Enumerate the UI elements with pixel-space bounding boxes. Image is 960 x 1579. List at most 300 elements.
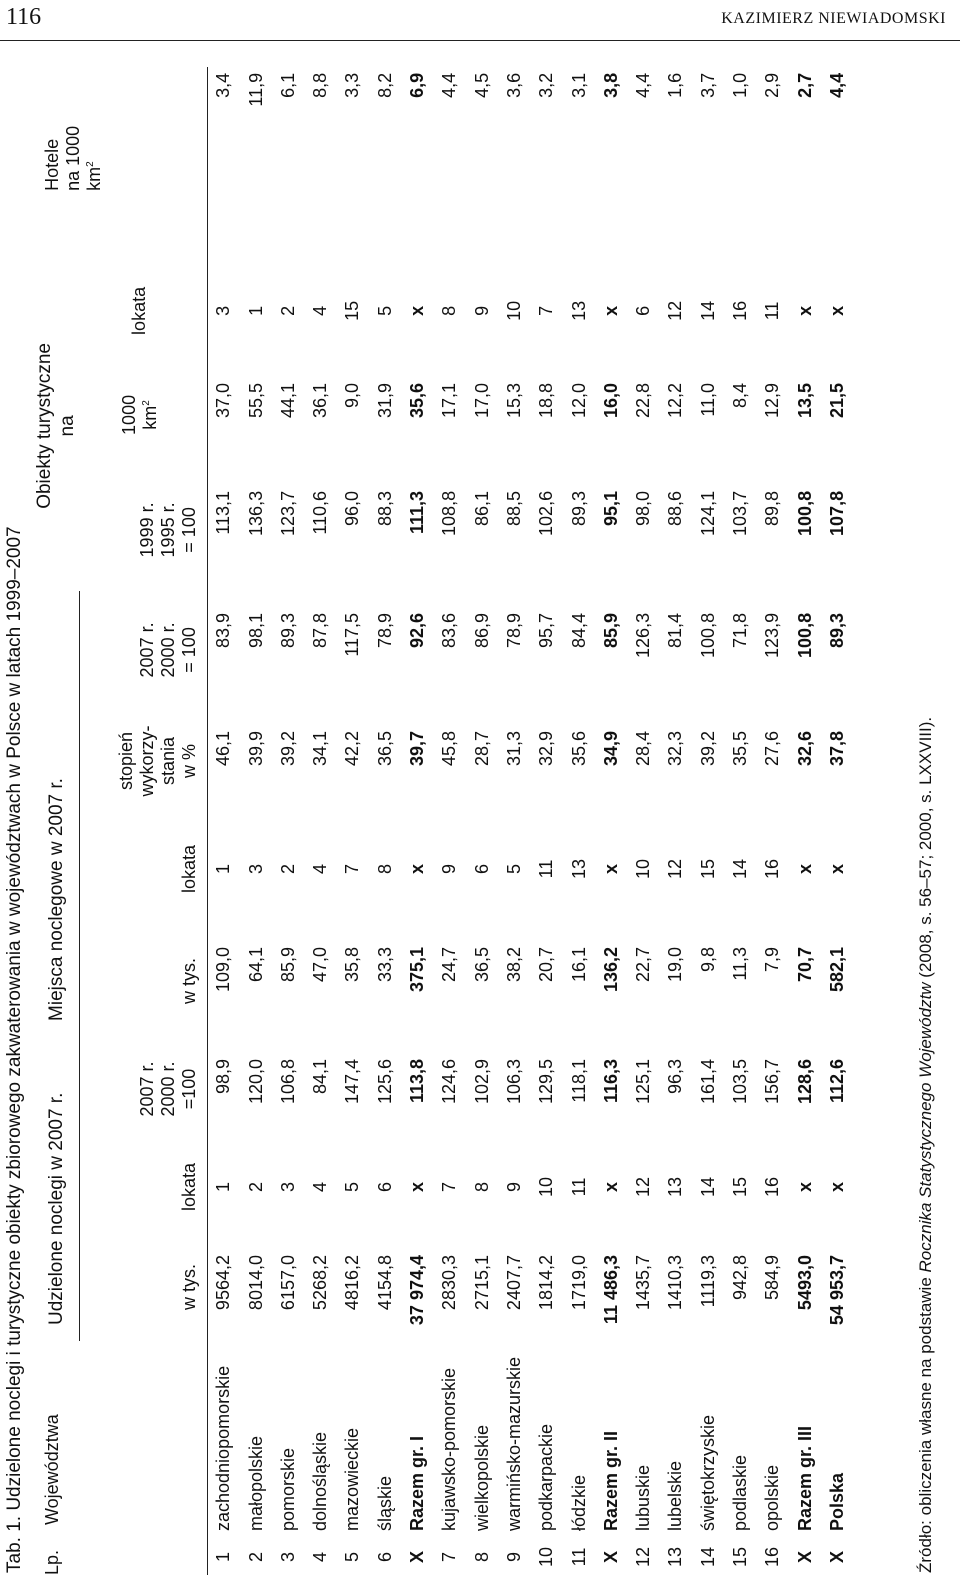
cell-obj-1000: 22,8	[633, 382, 654, 418]
cell-mie-wtys: 64,1	[245, 946, 266, 983]
cell-mie-idx: 126,3	[633, 612, 654, 658]
cell-noc-wtys: 37 974,4	[407, 1255, 428, 1326]
cell-noc-idx: 116,3	[600, 1058, 621, 1104]
cell-noc-idx: 118,1	[568, 1058, 589, 1103]
group-header-row	[34, 67, 80, 1575]
cell-mie-idx: 100,8	[794, 612, 815, 658]
cell-noc-idx: 120,0	[245, 1058, 266, 1105]
cell-noc-lokata: x	[826, 1182, 847, 1193]
table-row	[498, 67, 530, 1575]
cell-noc-lokata: 5	[342, 1182, 363, 1193]
cell-hotele: 4,4	[439, 72, 460, 98]
cell-lp: 6	[374, 1552, 395, 1563]
cell-mie-wtys: 35,8	[342, 946, 363, 983]
cell-mie-lokata: 7	[342, 863, 363, 874]
cell-mie-lokata: 13	[568, 858, 589, 879]
cell-hotele: 3,7	[697, 72, 718, 98]
cell-hotele: 4,5	[471, 72, 492, 98]
cell-mie-lokata: 11	[536, 859, 557, 879]
cell-obj-idx: 96,0	[342, 490, 363, 526]
cell-obj-idx: 100,8	[794, 490, 815, 536]
cell-noc-idx: 125,6	[374, 1058, 395, 1105]
cell-lp: X	[826, 1551, 847, 1564]
cell-mie-wtys: 70,7	[794, 946, 815, 983]
cell-mie-idx: 87,8	[310, 612, 331, 648]
cell-mie-lokata: 4	[310, 863, 331, 874]
cell-obj-idx: 113,1	[213, 490, 234, 535]
header-hotele: Hotele na 1000 $km^2$	[41, 125, 105, 191]
cell-stopien: 27,6	[762, 730, 783, 767]
table-row	[272, 67, 304, 1575]
table-row	[660, 67, 692, 1575]
cell-lp: 8	[471, 1552, 492, 1563]
cell-obj-1000: 12,2	[665, 382, 686, 418]
cell-mie-idx: 89,3	[277, 612, 298, 648]
cell-stopien: 46,1	[213, 730, 234, 767]
cell-noc-wtys: 54 953,7	[826, 1255, 847, 1326]
cell-mie-wtys: 375,1	[407, 946, 428, 993]
cell-mie-idx: 78,9	[374, 612, 395, 648]
cell-obj-lokata: x	[826, 305, 847, 316]
cell-lp: 11	[568, 1547, 589, 1567]
cell-mie-idx: 100,8	[697, 612, 718, 658]
header-obj-1000: 1000 $km^2$	[118, 394, 161, 435]
cell-lp: 5	[342, 1552, 363, 1563]
cell-name: świętokrzyskie	[697, 1414, 718, 1531]
cell-noc-lokata: 7	[439, 1182, 460, 1193]
cell-noc-lokata: 11	[568, 1177, 589, 1197]
cell-obj-1000: 37,0	[213, 382, 234, 418]
cell-obj-idx: 124,1	[697, 490, 718, 536]
cell-lp: 15	[729, 1546, 750, 1568]
cell-noc-idx: 128,6	[794, 1058, 815, 1105]
table-row	[757, 67, 789, 1575]
cell-mie-lokata: 2	[277, 863, 298, 874]
cell-hotele: 3,4	[213, 72, 234, 98]
cell-noc-lokata: 8	[471, 1182, 492, 1193]
table-row	[627, 67, 659, 1575]
cell-obj-idx: 88,5	[503, 490, 524, 526]
cell-hotele: 3,2	[536, 72, 557, 98]
table-row	[724, 67, 756, 1575]
cell-hotele: 3,1	[568, 72, 589, 98]
cell-mie-lokata: 10	[633, 858, 654, 879]
cell-hotele: 4,4	[633, 72, 654, 98]
cell-obj-idx: 111,3	[407, 490, 428, 534]
table-row	[692, 67, 724, 1575]
cell-noc-lokata: 2	[245, 1182, 266, 1193]
cell-mie-idx: 123,9	[762, 612, 783, 658]
cell-lp: 12	[633, 1546, 654, 1568]
cell-obj-lokata: 5	[374, 305, 395, 316]
header-obj-index: 1999 r. 1995 r. = 100	[136, 502, 200, 558]
cell-obj-idx: 123,7	[277, 490, 298, 536]
cell-obj-idx: 108,8	[439, 490, 460, 536]
cell-mie-lokata: 9	[439, 863, 460, 874]
cell-noc-wtys: 4154,8	[374, 1255, 395, 1311]
cell-noc-lokata: 9	[503, 1182, 524, 1193]
cell-mie-wtys: 9,8	[697, 946, 718, 972]
cell-obj-lokata: 16	[729, 300, 750, 321]
cell-obj-1000: 17,1	[439, 382, 460, 418]
cell-obj-idx: 107,8	[826, 490, 847, 536]
cell-mie-lokata: 1	[213, 863, 234, 874]
cell-name: Razem gr. II	[600, 1430, 621, 1531]
cell-noc-idx: 102,9	[471, 1058, 492, 1105]
cell-noc-wtys: 6157,0	[277, 1255, 298, 1311]
cell-noc-wtys: 1719,0	[568, 1255, 589, 1311]
cell-stopien: 35,5	[729, 730, 750, 767]
cell-mie-lokata: 6	[471, 863, 492, 874]
cell-stopien: 34,9	[600, 730, 621, 767]
cell-noc-wtys: 5268,2	[310, 1255, 331, 1311]
cell-mie-wtys: 33,3	[374, 946, 395, 983]
cell-obj-1000: 13,5	[794, 382, 815, 418]
cell-noc-wtys: 942,8	[729, 1255, 750, 1301]
cell-name: Polska	[826, 1472, 847, 1531]
cell-obj-lokata: x	[600, 305, 621, 316]
group-miejsca: Miejsca noclegowe w 2007 r.	[34, 591, 80, 1037]
cell-obj-1000: 8,4	[729, 382, 750, 408]
page-header	[0, 0, 960, 41]
cell-mie-idx: 71,8	[729, 612, 750, 648]
cell-mie-wtys: 36,5	[471, 946, 492, 983]
cell-obj-idx: 110,6	[310, 490, 331, 535]
cell-noc-wtys: 9564,2	[213, 1255, 234, 1311]
cell-name: podlaskie	[729, 1454, 750, 1531]
cell-obj-idx: 95,1	[600, 490, 621, 526]
cell-obj-lokata: x	[794, 305, 815, 316]
cell-obj-lokata: 14	[697, 300, 718, 321]
cell-obj-lokata: 2	[277, 305, 298, 316]
cell-noc-lokata: 6	[374, 1182, 395, 1193]
cell-obj-idx: 86,1	[471, 490, 492, 526]
table-row	[531, 67, 563, 1575]
cell-mie-lokata: 16	[762, 858, 783, 879]
cell-noc-idx: 112,6	[826, 1058, 847, 1104]
cell-hotele: 2,7	[794, 72, 815, 98]
table-row	[434, 67, 466, 1575]
cell-name: pomorskie	[277, 1447, 298, 1531]
cell-noc-idx: 161,4	[697, 1058, 718, 1105]
cell-noc-wtys: 2715,1	[471, 1255, 492, 1311]
cell-stopien: 36,5	[374, 730, 395, 767]
cell-noc-idx: 103,5	[729, 1058, 750, 1105]
cell-mie-wtys: 24,7	[439, 946, 460, 983]
cell-stopien: 42,2	[342, 730, 363, 767]
header-noc-lokata: lokata	[179, 1162, 200, 1212]
cell-obj-idx: 88,3	[374, 490, 395, 526]
header-mie-index: 2007 r. 2000 r. = 100	[136, 622, 200, 678]
table-row	[337, 67, 369, 1575]
cell-mie-wtys: 11,3	[729, 946, 750, 981]
header-lp: Lp.	[41, 1549, 62, 1575]
cell-obj-lokata: 15	[342, 300, 363, 321]
cell-lp: 7	[439, 1552, 460, 1563]
cell-mie-wtys: 22,7	[633, 946, 654, 983]
cell-mie-idx: 83,9	[213, 612, 234, 648]
cell-obj-idx: 89,3	[568, 490, 589, 526]
cell-stopien: 39,2	[277, 730, 298, 767]
cell-mie-wtys: 16,1	[568, 946, 589, 983]
cell-mie-idx: 95,7	[536, 612, 557, 648]
cell-hotele: 11,9	[245, 72, 266, 107]
cell-noc-idx: 129,5	[536, 1058, 557, 1105]
cell-noc-lokata: x	[407, 1182, 428, 1193]
cell-hotele: 6,9	[407, 72, 428, 98]
cell-noc-lokata: 13	[665, 1176, 686, 1198]
cell-lp: 2	[245, 1552, 266, 1563]
table-row	[369, 67, 401, 1575]
header-noc-index: 2007 r. 2000 r. =100	[136, 1061, 200, 1117]
cell-mie-lokata: 14	[729, 858, 750, 879]
cell-noc-wtys: 2407,7	[503, 1255, 524, 1311]
cell-stopien: 28,7	[471, 730, 492, 767]
cell-name: zachodniopomorskie	[213, 1365, 234, 1531]
cell-name: wielkopolskie	[471, 1424, 492, 1531]
cell-noc-lokata: 16	[762, 1176, 783, 1198]
cell-name: warmińsko-mazurskie	[503, 1356, 524, 1531]
header-wojewodztwa: Województwa	[41, 1414, 62, 1525]
cell-obj-lokata: 13	[568, 300, 589, 321]
cell-noc-wtys: 2830,3	[439, 1255, 460, 1311]
cell-mie-idx: 86,9	[471, 612, 492, 648]
cell-noc-lokata: x	[794, 1182, 815, 1193]
cell-noc-idx: 106,3	[503, 1058, 524, 1105]
table-body	[207, 67, 853, 1575]
cell-noc-wtys: 1814,2	[536, 1255, 557, 1311]
cell-noc-lokata: 14	[697, 1176, 718, 1198]
cell-hotele: 4,4	[826, 72, 847, 98]
cell-obj-idx: 98,0	[633, 490, 654, 526]
cell-noc-idx: 84,1	[310, 1058, 331, 1095]
cell-mie-idx: 92,6	[407, 612, 428, 648]
cell-obj-1000: 9,0	[342, 382, 363, 408]
cell-obj-idx: 136,3	[245, 490, 266, 536]
table-row-summary	[821, 67, 853, 1575]
table-title: Tab. 1. Udzielone noclegi i turystyczne obiekty zbiorowego zakwaterowania w województwach w Polsce w latach 1999–2007	[4, 526, 25, 1573]
cell-obj-lokata: 6	[633, 305, 654, 316]
cell-obj-lokata: 1	[245, 305, 266, 316]
cell-hotele: 1,0	[729, 72, 750, 98]
cell-obj-lokata: 12	[665, 300, 686, 321]
cell-obj-1000: 12,0	[568, 382, 589, 418]
cell-stopien: 31,3	[503, 730, 524, 767]
cell-name: Razem gr. I	[407, 1435, 428, 1531]
cell-noc-idx: 125,1	[633, 1058, 654, 1105]
cell-mie-wtys: 85,9	[277, 946, 298, 983]
cell-hotele: 2,9	[762, 72, 783, 98]
cell-noc-lokata: 10	[536, 1176, 557, 1198]
cell-stopien: 32,9	[536, 730, 557, 767]
cell-lp: 10	[536, 1546, 557, 1568]
cell-obj-lokata: 7	[536, 305, 557, 316]
header-obj-lokata: lokata	[129, 286, 150, 335]
header-mie-stopien: stopień wykorzy- stania w %	[115, 725, 200, 797]
cell-mie-idx: 81,4	[665, 612, 686, 648]
cell-obj-1000: 18,8	[536, 382, 557, 418]
cell-mie-wtys: 109,0	[213, 946, 234, 993]
cell-lp: 4	[310, 1552, 331, 1563]
cell-noc-idx: 106,8	[277, 1058, 298, 1105]
running-head: KAZIMIERZ NIEWIADOMSKI	[721, 10, 946, 27]
cell-lp: X	[407, 1551, 428, 1564]
cell-obj-1000: 17,0	[471, 382, 492, 418]
rotated-table-area	[0, 39, 960, 1579]
cell-noc-lokata: 1	[213, 1182, 234, 1193]
cell-name: podkarpackie	[536, 1423, 557, 1531]
cell-mie-lokata: 8	[374, 863, 395, 874]
cell-mie-wtys: 20,7	[536, 946, 557, 983]
cell-mie-idx: 117,5	[342, 612, 363, 657]
cell-hotele: 8,2	[374, 72, 395, 98]
cell-mie-lokata: x	[826, 863, 847, 874]
cell-mie-lokata: x	[794, 863, 815, 874]
cell-name: opolskie	[762, 1464, 783, 1531]
cell-obj-lokata: x	[407, 305, 428, 316]
cell-mie-lokata: 15	[697, 858, 718, 879]
cell-stopien: 45,8	[439, 730, 460, 767]
table-row-summary	[401, 67, 433, 1575]
cell-noc-lokata: 12	[633, 1176, 654, 1198]
page-number: 116	[6, 4, 42, 30]
data-table	[34, 67, 854, 1575]
cell-mie-lokata: x	[407, 863, 428, 874]
cell-noc-idx: 147,4	[342, 1058, 363, 1105]
cell-noc-wtys: 584,9	[762, 1255, 783, 1301]
cell-lp: 14	[697, 1546, 718, 1568]
cell-name: Razem gr. III	[794, 1425, 815, 1531]
cell-obj-1000: 44,1	[277, 382, 298, 418]
cell-lp: X	[794, 1551, 815, 1564]
cell-mie-wtys: 136,2	[600, 946, 621, 993]
cell-lp: 13	[665, 1546, 686, 1568]
cell-obj-idx: 103,7	[729, 490, 750, 536]
group-obiekty: Obiekty turystyczne na	[34, 343, 78, 509]
cell-obj-idx: 88,6	[665, 490, 686, 526]
cell-obj-lokata: 10	[503, 300, 524, 321]
cell-noc-idx: 113,8	[407, 1058, 428, 1104]
cell-noc-idx: 96,3	[665, 1058, 686, 1095]
cell-name: lubelskie	[665, 1460, 686, 1531]
header-mie-wtys: w tys.	[179, 957, 200, 1004]
cell-noc-idx: 124,6	[439, 1058, 460, 1105]
cell-obj-1000: 55,5	[245, 382, 266, 418]
cell-obj-1000: 11,0	[697, 382, 718, 417]
table-row	[240, 67, 272, 1575]
cell-name: łódzkie	[568, 1474, 589, 1531]
cell-name: mazowieckie	[342, 1427, 363, 1531]
cell-lp: 9	[503, 1552, 524, 1563]
cell-mie-idx: 85,9	[600, 612, 621, 648]
header-noc-wtys: w tys.	[179, 1264, 200, 1311]
cell-mie-wtys: 582,1	[826, 946, 847, 993]
group-noclegi: Udzielone noclegi w 2007 r.	[34, 1037, 80, 1341]
cell-mie-wtys: 47,0	[310, 946, 331, 983]
cell-noc-wtys: 1119,3	[697, 1255, 718, 1308]
cell-obj-lokata: 9	[471, 305, 492, 316]
cell-obj-1000: 16,0	[600, 382, 621, 418]
cell-noc-lokata: 3	[277, 1182, 298, 1193]
cell-obj-1000: 12,9	[762, 382, 783, 418]
cell-lp: 3	[277, 1552, 298, 1563]
cell-name: lubuskie	[633, 1464, 654, 1531]
cell-noc-lokata: x	[600, 1182, 621, 1193]
cell-hotele: 1,6	[665, 72, 686, 98]
cell-noc-wtys: 11 486,3	[600, 1255, 621, 1325]
cell-mie-idx: 83,6	[439, 612, 460, 648]
cell-stopien: 39,7	[407, 730, 428, 767]
cell-mie-idx: 84,4	[568, 612, 589, 648]
cell-stopien: 34,1	[310, 730, 331, 767]
cell-noc-wtys: 5493,0	[794, 1255, 815, 1311]
cell-mie-wtys: 38,2	[503, 946, 524, 983]
cell-obj-lokata: 11	[762, 301, 783, 321]
cell-hotele: 8,8	[310, 72, 331, 98]
cell-lp: X	[600, 1551, 621, 1564]
cell-stopien: 37,8	[826, 730, 847, 767]
cell-mie-lokata: 5	[503, 863, 524, 874]
cell-lp: 1	[213, 1552, 234, 1563]
cell-lp: 16	[762, 1546, 783, 1568]
cell-name: kujawsko-pomorskie	[439, 1367, 460, 1531]
cell-noc-lokata: 4	[310, 1182, 331, 1193]
table-row	[304, 67, 336, 1575]
cell-obj-1000: 21,5	[826, 382, 847, 418]
cell-stopien: 39,2	[697, 730, 718, 767]
cell-mie-wtys: 19,0	[665, 946, 686, 983]
cell-noc-idx: 156,7	[762, 1058, 783, 1105]
source-footnote: Źródło: obliczenia własne na podstawie Rocznika Statystycznego Województw (2008, s. 56–57; 2000, s. LXXVIII).	[916, 716, 935, 1573]
cell-hotele: 3,8	[600, 72, 621, 98]
cell-name: małopolskie	[245, 1435, 266, 1531]
cell-mie-lokata: x	[600, 863, 621, 874]
cell-obj-1000: 31,9	[374, 382, 395, 418]
cell-stopien: 35,6	[568, 730, 589, 767]
cell-mie-lokata: 12	[665, 858, 686, 879]
cell-noc-wtys: 1435,7	[633, 1255, 654, 1311]
cell-noc-wtys: 8014,0	[245, 1255, 266, 1311]
table-row	[466, 67, 498, 1575]
cell-mie-idx: 98,1	[245, 612, 266, 648]
cell-hotele: 3,3	[342, 72, 363, 98]
cell-hotele: 6,1	[277, 72, 298, 98]
cell-noc-idx: 98,9	[213, 1058, 234, 1095]
cell-obj-lokata: 3	[213, 305, 234, 316]
cell-noc-lokata: 15	[729, 1176, 750, 1198]
cell-obj-1000: 15,3	[503, 382, 524, 418]
header-mie-lokata: lokata	[179, 844, 200, 893]
table-row-summary	[595, 67, 627, 1575]
cell-mie-wtys: 7,9	[762, 946, 783, 972]
column-header-row	[80, 67, 208, 1575]
cell-mie-idx: 78,9	[503, 612, 524, 648]
cell-noc-wtys: 4816,2	[342, 1255, 363, 1311]
table-row	[207, 67, 240, 1575]
cell-name: dolnośląskie	[310, 1431, 331, 1531]
cell-obj-lokata: 8	[439, 305, 460, 316]
table-row	[563, 67, 595, 1575]
cell-hotele: 3,6	[503, 72, 524, 98]
cell-obj-1000: 36,1	[310, 382, 331, 418]
cell-obj-1000: 35,6	[407, 382, 428, 418]
cell-stopien: 28,4	[633, 730, 654, 767]
cell-mie-idx: 89,3	[826, 612, 847, 648]
cell-stopien: 39,9	[245, 730, 266, 767]
cell-stopien: 32,6	[794, 730, 815, 767]
cell-stopien: 32,3	[665, 730, 686, 767]
cell-noc-wtys: 1410,3	[665, 1255, 686, 1311]
